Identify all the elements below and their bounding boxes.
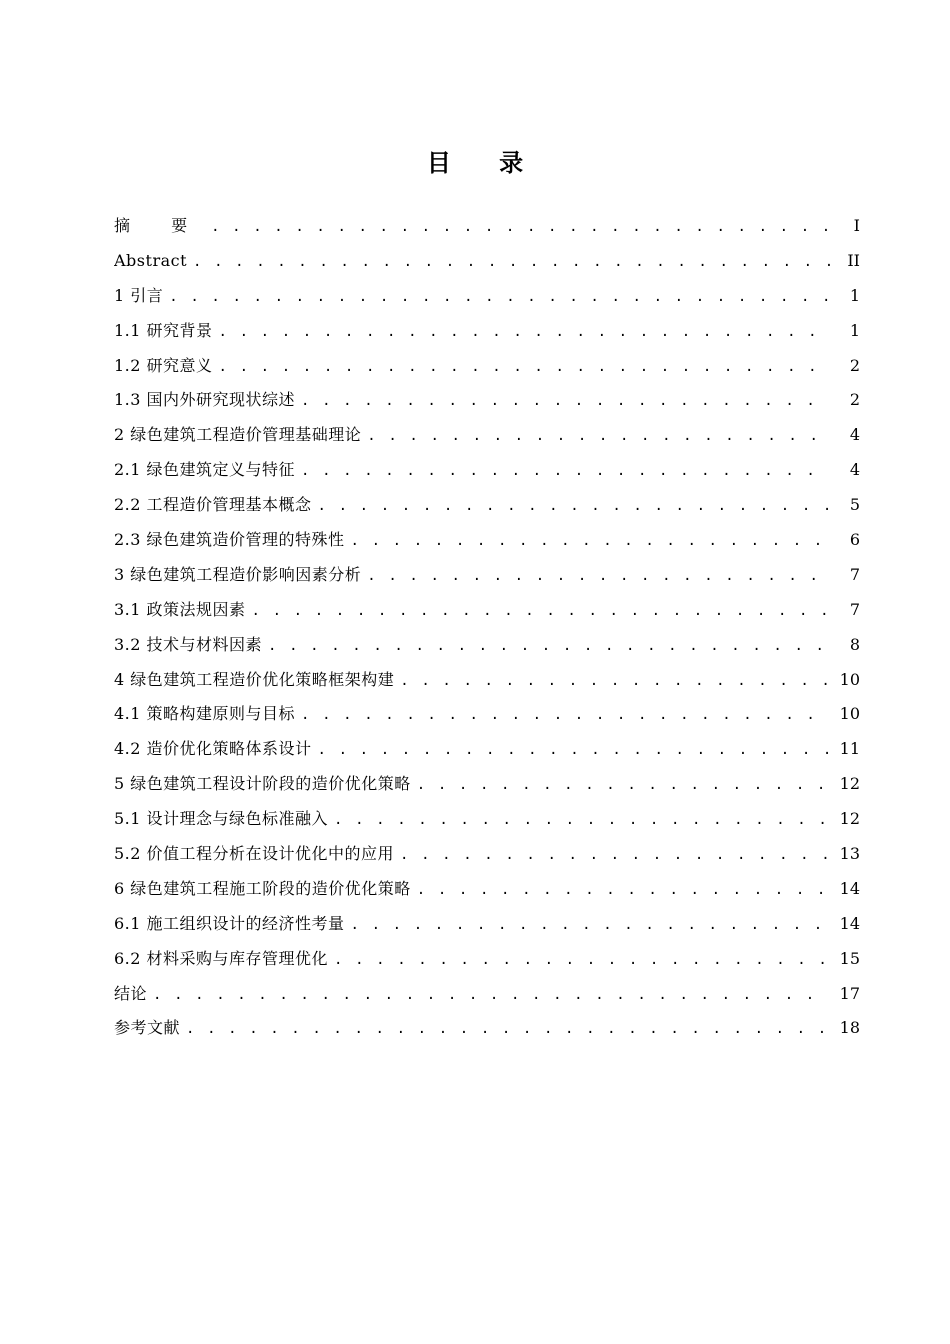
- toc-entry-label: 摘 要: [114, 216, 206, 235]
- toc-entry-page: 11: [839, 739, 860, 759]
- toc-entry-5-2[interactable]: [114, 837, 860, 872]
- toc-entry-page: 10: [839, 669, 860, 689]
- toc-entry-label: 2.3 绿色建筑造价管理的特殊性: [114, 530, 345, 550]
- toc-dot-leader: [211, 210, 830, 244]
- toc-entry-1-2[interactable]: [114, 349, 860, 384]
- toc-entry-page: 1: [849, 320, 860, 340]
- toc-entry-label: 1.1 研究背景: [114, 320, 213, 340]
- toc-entry-label: 5.1 设计理念与绿色标准融入: [114, 809, 329, 829]
- toc-entry-label: 6 绿色建筑工程施工阶段的造价优化策略: [114, 878, 411, 898]
- toc-entry-page: 5: [849, 495, 860, 515]
- toc-entry-4[interactable]: [114, 663, 860, 698]
- toc-entry-4-2[interactable]: [114, 732, 860, 767]
- toc-dot-leader: [417, 768, 830, 802]
- toc-entry-label: 5.2 价值工程分析在设计优化中的应用: [114, 844, 395, 864]
- toc-entry-1-3[interactable]: [114, 383, 860, 418]
- toc-entry-label: 结论: [114, 983, 148, 1003]
- toc-dot-leader: [318, 733, 830, 767]
- toc-entry-5-1[interactable]: [114, 802, 860, 837]
- toc-entry-3[interactable]: [114, 558, 860, 593]
- toc-dot-leader: [351, 908, 830, 942]
- toc-entry-label: 2 绿色建筑工程造价管理基础理论: [114, 425, 362, 445]
- toc-dot-leader: [219, 315, 830, 349]
- toc-entry-page: 12: [839, 774, 860, 794]
- toc-entry-abstract-cn[interactable]: [114, 209, 860, 244]
- toc-dot-leader: [169, 280, 830, 314]
- toc-entry-label: 参考文献: [114, 1018, 181, 1038]
- toc-dot-leader: [268, 629, 830, 663]
- toc-entry-page: 13: [839, 844, 860, 864]
- toc-entry-label: 1.2 研究意义: [114, 355, 213, 375]
- toc-entry-conclusion[interactable]: [114, 977, 860, 1012]
- toc-entry-2-2[interactable]: [114, 488, 860, 523]
- toc-dot-leader: [334, 803, 830, 837]
- toc-entry-6-1[interactable]: [114, 907, 860, 942]
- toc-entry-label: 1 引言: [114, 285, 164, 305]
- toc-entry-2-1[interactable]: [114, 453, 860, 488]
- toc-entry-page: 17: [839, 983, 860, 1003]
- toc-entry-page: 7: [849, 599, 860, 619]
- toc-entry-references[interactable]: [114, 1011, 860, 1046]
- toc-entry-page: 6: [849, 530, 860, 550]
- toc-dot-leader: [301, 698, 830, 732]
- toc-dot-leader: [153, 978, 830, 1012]
- toc-entry-page: 12: [839, 809, 860, 829]
- toc-dot-leader: [367, 419, 830, 453]
- toc-entry-label: 2.2 工程造价管理基本概念: [114, 495, 312, 515]
- toc-entry-6-2[interactable]: [114, 942, 860, 977]
- toc-entry-label: 3 绿色建筑工程造价影响因素分析: [114, 564, 362, 584]
- toc-entry-3-2[interactable]: [114, 628, 860, 663]
- toc-entry-5[interactable]: [114, 767, 860, 802]
- table-of-contents: [114, 209, 860, 1046]
- toc-entry-label: 2.1 绿色建筑定义与特征: [114, 460, 296, 480]
- toc-dot-leader: [301, 454, 830, 488]
- toc-entry-page: 2: [849, 390, 860, 410]
- toc-entry-1[interactable]: [114, 279, 860, 314]
- toc-entry-page: 15: [839, 948, 860, 968]
- toc-entry-page: 14: [839, 913, 860, 933]
- toc-entry-label: 4 绿色建筑工程造价优化策略框架构建: [114, 669, 395, 689]
- toc-entry-abstract-en[interactable]: [114, 244, 860, 279]
- toc-entry-label: 4.2 造价优化策略体系设计: [114, 739, 312, 759]
- toc-dot-leader: [400, 664, 830, 698]
- toc-dot-leader: [186, 1012, 830, 1046]
- toc-dot-leader: [417, 873, 830, 907]
- toc-entry-page: 4: [849, 460, 860, 480]
- toc-entry-label: 5 绿色建筑工程设计阶段的造价优化策略: [114, 774, 411, 794]
- toc-entry-6[interactable]: [114, 872, 860, 907]
- toc-entry-label: 3.2 技术与材料因素: [114, 634, 263, 654]
- toc-dot-leader: [351, 524, 830, 558]
- toc-dot-leader: [400, 838, 830, 872]
- toc-entry-page: 18: [839, 1018, 860, 1038]
- toc-entry-4-1[interactable]: [114, 697, 860, 732]
- toc-entry-label: 6.1 施工组织设计的经济性考量: [114, 913, 345, 933]
- page-title: 目 录: [426, 149, 544, 177]
- toc-entry-page: 4: [849, 425, 860, 445]
- toc-entry-2-3[interactable]: [114, 523, 860, 558]
- toc-dot-leader: [219, 350, 830, 384]
- toc-entry-label: 6.2 材料采购与库存管理优化: [114, 948, 329, 968]
- toc-entry-page: I: [853, 216, 860, 235]
- toc-dot-leader: [252, 594, 830, 628]
- toc-entry-label: 1.3 国内外研究现状综述: [114, 390, 296, 410]
- toc-entry-label: Abstract: [114, 250, 188, 270]
- toc-entry-page: 7: [849, 564, 860, 584]
- toc-dot-leader: [193, 245, 830, 279]
- toc-entry-label: 4.1 策略构建原则与目标: [114, 704, 296, 724]
- toc-entry-1-1[interactable]: [114, 314, 860, 349]
- toc-entry-3-1[interactable]: [114, 593, 860, 628]
- toc-entry-page: 2: [849, 355, 860, 375]
- toc-dot-leader: [367, 559, 830, 593]
- toc-entry-page: II: [847, 250, 860, 270]
- toc-dot-leader: [318, 489, 830, 523]
- toc-entry-2[interactable]: [114, 418, 860, 453]
- toc-entry-label: 3.1 政策法规因素: [114, 599, 246, 619]
- toc-entry-page: 14: [839, 878, 860, 898]
- toc-entry-page: 1: [849, 285, 860, 305]
- toc-entry-page: 10: [839, 704, 860, 724]
- toc-dot-leader: [301, 384, 830, 418]
- toc-entry-page: 8: [849, 634, 860, 654]
- toc-dot-leader: [334, 943, 830, 977]
